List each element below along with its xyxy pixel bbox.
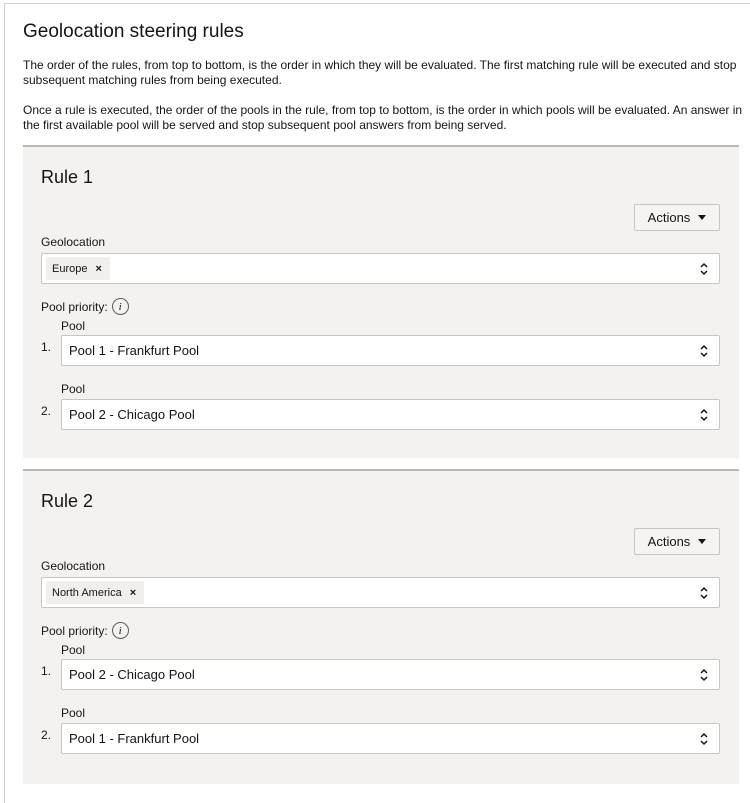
up-down-chevron-icon (699, 586, 709, 600)
chip-label: Europe (52, 262, 88, 275)
caret-down-icon (698, 539, 706, 544)
pool-priority-label (41, 298, 129, 315)
actions-label: Actions (647, 210, 691, 225)
info-icon[interactable]: i (112, 622, 129, 639)
actions-label: Actions (647, 534, 691, 549)
pool-priority-text: Pool priority: (41, 299, 108, 314)
pools-order-description: Once a rule is executed, the order of the pools in the rule, from top to bottom, is the order in which pools will be evaluated. An answer in the first available pool will be served and stop subsequent pool answers from being served. (23, 103, 743, 132)
geolocation-chip (46, 581, 144, 604)
rules-order-description: The order of the rules, from top to bottom, is the order in which they will be evaluated. The first matching rule will be executed and stop subsequent matching rules from being executed. (23, 58, 737, 87)
pool-select-value: Pool 1 - Frankfurt Pool (69, 731, 200, 746)
remove-chip-icon[interactable]: × (95, 262, 102, 275)
up-down-chevron-icon (699, 344, 709, 358)
page-title: Geolocation steering rules (23, 21, 244, 42)
pool-select-value: Pool 2 - Chicago Pool (69, 407, 195, 422)
rule-2-card (23, 469, 739, 784)
info-icon[interactable]: i (112, 298, 129, 315)
pool-select[interactable] (61, 335, 720, 366)
geolocation-label: Geolocation (41, 559, 106, 573)
geolocation-select[interactable] (41, 253, 720, 284)
pool-label: Pool (61, 319, 86, 333)
pool-select-value: Pool 2 - Chicago Pool (69, 667, 195, 682)
pool-select[interactable] (61, 399, 720, 430)
up-down-chevron-icon (699, 408, 709, 422)
pool-label: Pool (61, 382, 86, 396)
pool-number: 1. (41, 340, 52, 354)
up-down-chevron-icon (699, 668, 709, 682)
up-down-chevron-icon (699, 262, 709, 276)
pool-priority-label (41, 622, 129, 639)
geolocation-chip (46, 257, 110, 280)
geolocation-steering-panel (4, 3, 750, 803)
geolocation-label: Geolocation (41, 235, 106, 249)
pool-select[interactable] (61, 723, 720, 754)
chip-label: North America (52, 586, 122, 599)
caret-down-icon (698, 215, 706, 220)
pool-number: 2. (41, 728, 52, 742)
pool-select-value: Pool 1 - Frankfurt Pool (69, 343, 200, 358)
rule-title: Rule 1 (41, 167, 94, 187)
geolocation-select[interactable] (41, 577, 720, 608)
rule-title: Rule 2 (41, 491, 94, 511)
pool-priority-text: Pool priority: (41, 623, 108, 638)
actions-button[interactable] (634, 204, 720, 231)
pool-label: Pool (61, 643, 86, 657)
remove-chip-icon[interactable]: × (129, 586, 137, 599)
rule-1-card (23, 145, 739, 458)
pool-number: 2. (41, 404, 52, 418)
actions-button[interactable] (634, 528, 720, 555)
pool-select[interactable] (61, 659, 720, 690)
up-down-chevron-icon (699, 732, 709, 746)
pool-number: 1. (41, 664, 52, 678)
pool-label: Pool (61, 706, 86, 720)
